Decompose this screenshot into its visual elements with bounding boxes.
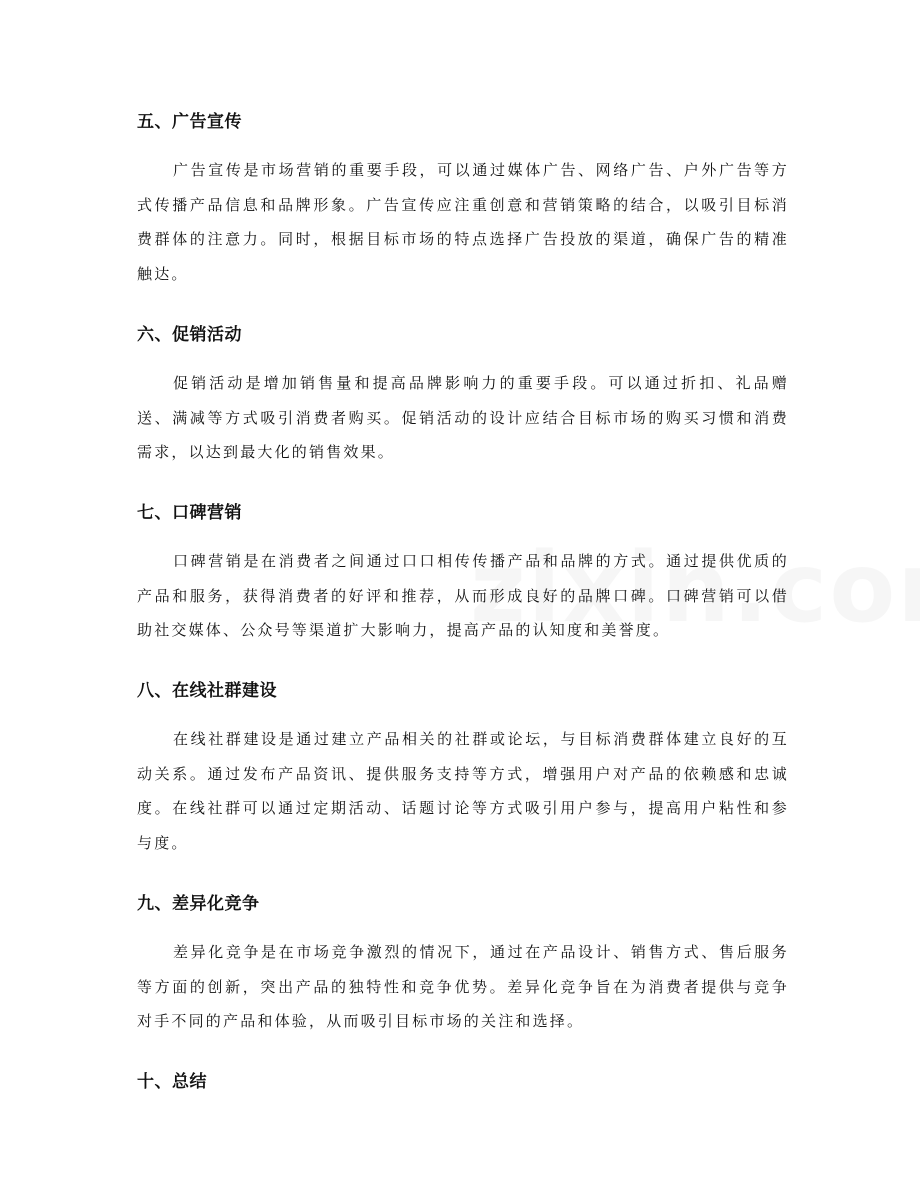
section-paragraph: 广告宣传是市场营销的重要手段，可以通过媒体广告、网络广告、户外广告等方式传播产品信息和品牌形象。广告宣传应注重创意和营销策略的结合，以吸引目标消费群体的注意力。同时，根据目标市场的特点选择广告投放的渠道，确保广告的精准触达。 — [137, 161, 789, 284]
section-promotion — [137, 317, 789, 470]
section-paragraph: 在线社群建设是通过建立产品相关的社群或论坛，与目标消费群体建立良好的互动关系。通过发布产品资讯、提供服务支持等方式，增强用户对产品的依赖感和忠诚度。在线社群可以通过定期活动、话题讨论等方式吸引用户参与，提高用户粘性和参与度。 — [137, 730, 789, 853]
document-content — [137, 104, 789, 1100]
section-paragraph: 口碑营销是在消费者之间通过口口相传传播产品和品牌的方式。通过提供优质的产品和服务，获得消费者的好评和推荐，从而形成良好的品牌口碑。口碑营销可以借助社交媒体、公众号等渠道扩大影响力，提高产品的认知度和美誉度。 — [137, 551, 789, 640]
section-summary — [137, 1064, 789, 1100]
section-advertising — [137, 104, 789, 292]
section-paragraph: 差异化竞争是在市场竞争激烈的情况下，通过在产品设计、销售方式、售后服务等方面的创新，突出产品的独特性和竞争优势。差异化竞争旨在为消费者提供与竞争对手不同的产品和体验，从而吸引目标市场的关注和选择。 — [137, 942, 789, 1031]
section-heading: 七、口碑营销 — [137, 502, 242, 523]
section-online-community — [137, 673, 789, 861]
section-paragraph: 促销活动是增加销售量和提高品牌影响力的重要手段。可以通过折扣、礼品赠送、满减等方式吸引消费者购买。促销活动的设计应结合目标市场的购买习惯和消费需求，以达到最大化的销售效果。 — [137, 373, 789, 462]
section-heading: 八、在线社群建设 — [137, 681, 277, 702]
section-heading: 九、差异化竞争 — [137, 893, 260, 914]
section-heading: 五、广告宣传 — [137, 112, 242, 132]
section-differentiation — [137, 886, 789, 1039]
section-heading: 十、总结 — [137, 1071, 207, 1092]
section-heading: 六、促销活动 — [137, 324, 242, 345]
section-word-of-mouth — [137, 495, 789, 648]
